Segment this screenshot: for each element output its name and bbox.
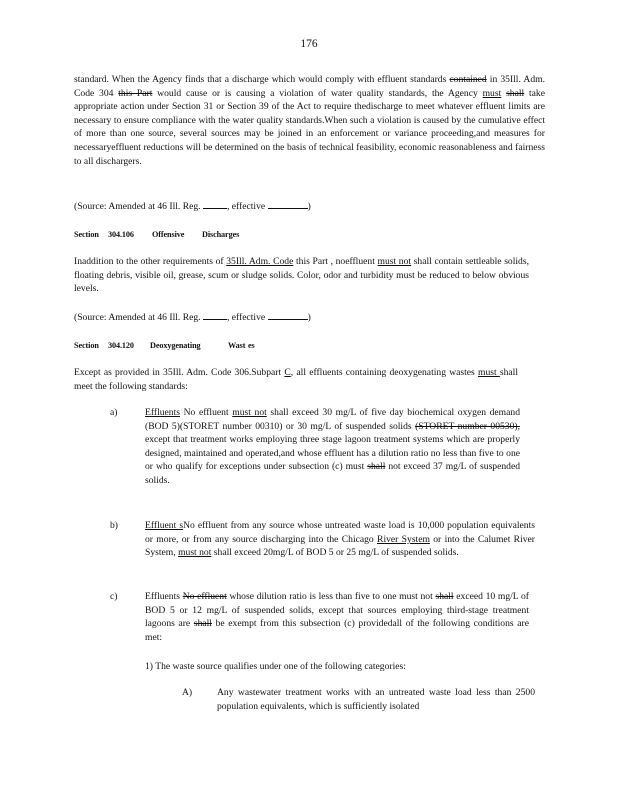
paragraph-deoxygenating-intro: Except as provided in 35Ill. Adm. Code 306.Subpart C, all effluents containing deoxygenating wastes must shall meet the following standards: [74,367,518,392]
text: in 35Ill. Adm. Code 304 [74,74,546,99]
item-b-label: b) [110,520,118,531]
deleted-text: this Part [118,87,153,99]
item-c-text: Effluents No effluent whose dilution ratio is less than five to one must not shall exceed 10 mg/L of BOD 5 or 12 mg/L of suspended solids, except that sources employing third-stage treatment lagoons are shall be exempt from this subsection (c) providedall of the following conditions are met: [145,591,529,643]
deleted-text: contained [449,74,487,85]
paragraph-offensive-discharges: Inaddition to the other requirements of 35Ill. Adm. Code this Part , noeffluent must not shall contain settleable solids, floating debris, visible oil, grease, scum or sludge solids. Color, odor and turbidity must be reduced to below obvious levels. [74,256,529,295]
blank-effective [268,310,308,320]
inserted-text: C [284,367,291,378]
item-c1-text: 1) The waste source qualifies under one of the following categories: [145,661,406,672]
source-note-1: (Source: Amended at 46 Ill. Reg. , effective ) [74,201,311,212]
page-number: 176 [300,38,318,50]
inserted-text: must [478,367,500,378]
text: would cause or is causing a violation of water quality standards, the Agency [152,87,483,99]
inserted-text: 35Ill. Adm. Code [226,256,294,267]
section-heading-304-120: Section 304.120 Deoxygenating Wast es [74,341,255,350]
deleted-text: shall [506,87,525,99]
blank-reg [203,199,227,209]
source-note-2: (Source: Amended at 46 Ill. Reg. , effective ) [74,312,311,323]
item-cA-label: A) [182,687,193,698]
item-b-text: Effluent sNo effluent from any source whose untreated waste load is 10,000 population equivalents or more, or from any source discharging into the Chicago River System or into the Calumet River System, must not shall exceed 20mg/L of BOD 5 or 25 mg/L of suspended solids. [145,520,535,559]
item-c-label: c) [110,591,118,602]
paragraph-agency-action [74,73,545,168]
item-a-text: Effluents No effluent must not shall exceed 30 mg/L of five day biochemical oxygen demand (BOD 5)(STORET number 00310) or 30 mg/L of suspended solids (STORET number 00530), except that treatment works employing three stage lagoon treatment systems which are properly designed, maintained and operated,and whose effluent has a dilution ratio no less than five to one or who qualify for exceptions under subsection (c) must shall not exceed 37 mg/L of suspended solids. [145,407,521,486]
text: standard. When the Agency finds that a discharge which would comply with effluent standards [74,74,450,85]
section-heading-304-106: Section 304.106 Offensive Discharges [74,230,240,239]
item-cA-text: Any wastewater treatment works with an untreated waste load less than 2500 population equivalents, which is sufficiently isolated [217,687,535,712]
inserted-text: must [482,87,502,99]
inserted-text: must not [377,256,412,267]
text: take appropriate action under Section 31 or Section 39 of the Act to require thedischarge to meet whatever effluent limits are necessary to ensure compliance with the water quality standards.When such a violation is caused by the cumulative effect of more than one source, several sources may be joined in an enforcement or variance proceeding,and measures for necessaryeffluent reductions will be determined on the basis of technical feasibility, economic reasonableness and fairness to all dischargers. [74,87,545,167]
blank-reg [203,310,227,320]
item-a-label: a) [110,407,118,418]
blank-effective [268,199,308,209]
